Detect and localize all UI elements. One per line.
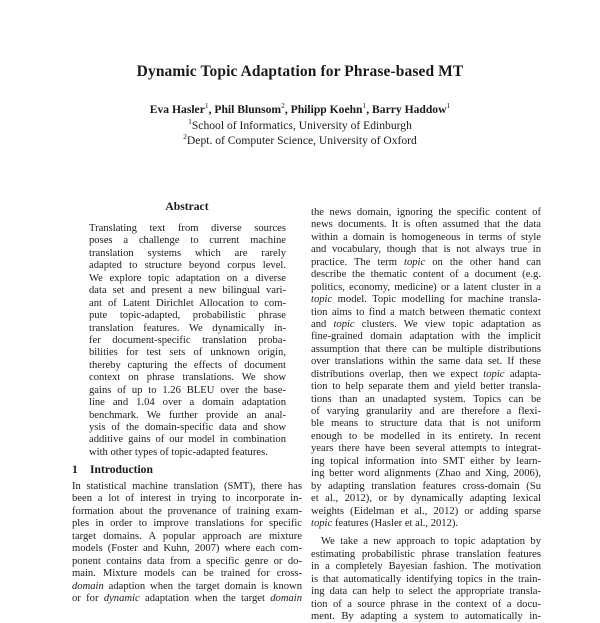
text-line: describe the thematic content of a document (e.g. <box>311 269 541 281</box>
text-line: ing better word alignments (Zhao and Xing, 2006), <box>311 468 541 480</box>
text-line: politics, economy, medicine) or a latent cluster in a <box>311 281 541 293</box>
text-line: ing data can help to select the appropriate transla- <box>311 586 541 598</box>
right-column-text <box>311 207 541 623</box>
text-line: adapted to structure beyond corpus level. <box>89 260 286 272</box>
introduction-body <box>72 481 302 605</box>
text-line: years there have been several attempts to integrat- <box>311 443 541 455</box>
text-line: assumption that there can be multiple distributions <box>311 343 541 355</box>
text-line: over translations within the same data set. If these <box>311 356 541 368</box>
text-line: thereby capturing the effects of document <box>89 359 286 371</box>
text-line: distributions overlap, then we expect topic adapta- <box>311 368 541 380</box>
text-line: practice. The term topic on the other hand can <box>311 256 541 268</box>
text-line: news documents. It is often assumed that the data <box>311 219 541 231</box>
text-line: ples in order to improve translations for specific <box>72 518 302 530</box>
text-line: poses a challenge to current machine <box>89 235 286 247</box>
text-line: the news domain, ignoring the specific content of <box>311 207 541 218</box>
affiliation: $^1$School of Informatics, University of Edinburgh <box>188 117 412 132</box>
author: Eva Hasler$^1$ <box>149 101 209 116</box>
text-line: translation features. We dynamically in- <box>89 322 286 334</box>
text-line: with other types of topic-adapted features. <box>89 446 268 458</box>
text-line: fine-grained domain adaptation with the implicit <box>311 331 541 343</box>
author-list: Eva Hasler$^1$, Phil Blunsom$^2$, Philipp Koehn$^1$, Barry Haddow$^1$ <box>149 101 451 116</box>
abstract-body <box>89 223 286 459</box>
text-line: weights (Eidelman et al., 2012) or adding sparse <box>311 505 541 517</box>
text-line: and topic clusters. We view topic adaptation as <box>311 318 541 330</box>
paper-title: Dynamic Topic Adaptation for Phrase-based MT <box>136 63 464 80</box>
text-line: in a completely Bayesian fashion. The motivation <box>311 561 541 573</box>
text-line: ysis of the domain-specific data and show <box>89 422 286 433</box>
text-line: topic features (Hasler et al., 2012). <box>311 517 459 529</box>
author: Philipp Koehn$^1$ <box>290 101 367 116</box>
text-line: ant of Latent Dirichlet Allocation to com- <box>89 297 286 309</box>
text-line: tion of a source phrase in the context of a docu- <box>311 598 541 610</box>
text-line: and vocabulary, though that is not always true in <box>311 244 541 256</box>
text-line: Translating text from diverse sources <box>89 223 286 234</box>
text-line: estimating probabilistic phrase translation features <box>311 548 541 560</box>
abstract-heading: Abstract <box>165 200 209 213</box>
text-line: pute topic-adapted, probabilistic phrase <box>89 310 286 322</box>
text-line: main. Mixture models can be trained for cross- <box>72 568 302 580</box>
text-line: bilities for test sets of unknown origin, <box>89 347 286 359</box>
text-line: by adapting translation features cross-domain (Su <box>311 480 541 492</box>
text-line: been a lot of interest in trying to incorporate in- <box>72 493 302 505</box>
text-line: models (Foster and Kuhn, 2007) where each com- <box>72 543 302 555</box>
affiliation: $^2$Dept. of Computer Science, University of Oxford <box>183 132 417 147</box>
text-line: ing topical information into SMT either by learn- <box>311 455 541 467</box>
text-line: ment. By adapting a system to automatically in- <box>311 611 541 623</box>
text-line: fer document-specific translation proba- <box>89 334 286 346</box>
text-line: enough to be modelled in its entirety. In recent <box>311 430 541 442</box>
text-line: benchmark. We further provide an anal- <box>89 409 286 421</box>
text-line: formation about the provenance of training exam- <box>72 505 302 517</box>
text-line: We take a new approach to topic adaptation by <box>321 536 541 548</box>
text-line: tions than an unadapted system. Topics can be <box>311 393 541 405</box>
text-line: gains of up to 1.26 BLEU over the base- <box>89 384 286 396</box>
text-line: topic model. Topic modelling for machine transla- <box>311 294 541 306</box>
text-line: or for dynamic adaptation when the target domain <box>72 592 302 604</box>
text-line: domain adaption when the target domain is known <box>72 580 302 592</box>
text-line: data set and present a new bilingual vari- <box>89 285 286 297</box>
text-line: is that automatically identifying topics in the train- <box>311 573 541 585</box>
text-line: tion to help separate them and yield better transla- <box>311 381 541 393</box>
text-line: In statistical machine translation (SMT), there has <box>72 481 302 492</box>
text-line: line and 1.04 over a domain adaptation <box>89 397 286 409</box>
text-line: target domains. A popular approach are mixture <box>72 530 302 542</box>
text-line: translation systems which are rarely <box>89 247 286 259</box>
text-line: context on phrase translations. We show <box>89 372 286 384</box>
author: Barry Haddow$^1$ <box>372 101 451 116</box>
text-line: et al., 2012), or by dynamically adapting lexical <box>311 493 541 505</box>
text-line: We explore topic adaptation on a diverse <box>89 272 286 284</box>
text-line: tion aims to find a match between thematic context <box>311 306 541 318</box>
text-line: ponent contains data from a specific genre or do- <box>72 555 302 567</box>
text-line: of varying granularity and are therefore a flexi- <box>311 406 541 417</box>
text-line: within a domain is homogeneous in terms of style <box>311 231 541 243</box>
text-line: additive gains of our model in combination <box>89 434 286 446</box>
text-line: ble means to structure data that is not uniform <box>311 418 541 430</box>
author: Phil Blunsom$^2$ <box>214 101 285 116</box>
section-heading-introduction: 1 Introduction <box>72 463 153 476</box>
